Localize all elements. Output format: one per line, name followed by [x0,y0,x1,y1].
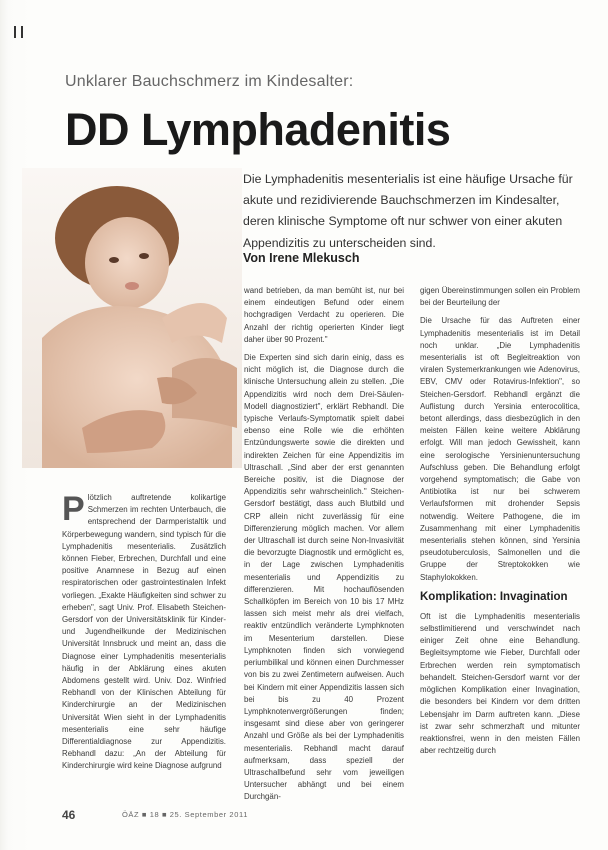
text-column-3 [420,285,580,763]
author-byline: Von Irene Mlekusch [243,251,360,265]
lead-text: Die Lymphadenitis mesenterialis ist eine häufige Ursache für akute und rezidivierende Bauchschmerzen im Kindesalter, deren klinische Symptome oft nur schwer von einer akuten Appendizitis zu unterscheiden sind. [243,172,573,250]
article-lead [243,169,573,254]
drop-cap: P [62,490,85,528]
paragraph: Die Experten sind sich darin einig, dass es nicht möglich ist, die Diagnose durch die klinische Untersuchung allein zu stellen. „Die Appendizitis wird noch dem Drei-Säulen-Modell diagnostiziert", erklärt Rebhandl. Die typische Verlaufs-Symptomatik spielt dabei ebenso eine Rolle wie die erhöhten Entzündungswerte sowie die direkten und indirekten Zeichen für eine Appendizitis im Ultraschall. „Sind aber der erst genannten Bereiche positiv, ist die Diagnose der Appendizitis sehr wahrscheinlich." Steichen-Gersdorf bestätigt, dass auch Blutbild und CRP allein nicht zuverlässig für eine Differenzierung möglich machen. Vor allem der Ultraschall ist durch seine Non-Invasivität die bevorzugte Diagnostik und ermöglicht es, in der Lage zwischen Lymphadenitis mesenterialis und Appendizitis zu differenzieren. Mit hochauflösenden Schallköpfen im Bereich von 10 bis 17 MHz lassen sich meist mehr als drei vielfach, reaktiv entzündlich veränderte Lymphknoten im Mesenterium darstellen. Diese Lymphknoten finden sich vorwiegend periumbilikal und können einen Durchmesser von bis zu zwei Zentimetern aufweisen. Auch bei Kindern mit einer Appendizitis lassen sich bei bis zu 40 Prozent Lymphknotenvergrößerungen finden; insgesamt sind diese aber von geringerer Anzahl und Größe als bei der Lymphadenitis mesenterialis. Rebhandl macht darauf aufmerksam, dass speziell der Ultraschallbefund sehr vom jeweiligen Untersucher abhängt und bei einem Durchgän- [244,353,404,802]
page-number: 46 [62,808,76,822]
paragraph [62,492,226,773]
paragraph: Die Ursache für das Auftreten einer Lymphadenitis mesenterialis ist im Detail noch unklar. „Die Lymphadenitis mesenterialis ist oft Begleitreaktion von viralen Systemerkrankungen wie Adenovirus, EBV, CMV oder Rotavirus-Infektion", so Steichen-Gersdorf. Rebhandl ergänzt die Auflistung durch Yersinia enterocolitica, betont allerdings, dass diesbezüglich in den meisten Fällen keine weitere Abklärung erfolgt. Will man jedoch Gewissheit, kann eine serologische Yersinienuntersuchung Aufschluss geben. Die Behandlung erfolgt vorgehend symptomatisch; die Gabe von Antibiotika ist nur bei schwerem Verlaufsformen mit drohender Sepsis notwendig. Weitere Pathogene, die im Zusammenhang mit einer Lymphadenitis mesenterialis stehen können, sind Yersinia pseudotuberculosis, Salmonellen und die Gruppe der Streptokokken wie Staphylokokken. [420,316,580,582]
binding-mark [14,26,23,38]
text-column-1 [62,492,226,779]
article-headline: DD Lymphadenitis [65,104,451,155]
text-column-2 [244,285,404,810]
paragraph: Oft ist die Lymphadenitis mesenterialis selbstlimitierend und verschwindet nach einiger Zeit ohne eine Behandlung. Begleitsymptome wie Fieber, Durchfall oder Erbrechen werden rein symptomatisch behandelt. Steichen-Gersdorf warnt vor der möglichen Komplikation einer Invagination, die besonders bei Kindern vor dem dritten Lebensjahr im Darm auftreten kann. „Diese ist zwar sehr schmerzhaft und mitunter reaktionsfrei, wenn in den meisten Fällen aber rechtzeitig durch [420,611,580,756]
paragraph: wand betrieben, da man bemüht ist, nur bei einem eindeutigen Befund oder einem hochgradigen Verdacht zu operieren. Die Anzahl der richtig operierten Kinder liegt daher über 90 Prozent." [244,286,404,344]
article-kicker: Unklarer Bauchschmerz im Kindesalter: [65,73,354,90]
article-photo [22,168,242,468]
paragraph: gigen Übereinstimmungen sollen ein Problem bei der Beurteilung der [420,286,580,308]
paragraph-text: lötzlich auftretende kolikartige Schmerzen im rechten Unterbauch, die entsprechend der Darmperistaltik und Körperbewegung wandern, sind typisch für die Lymphadenitis mesenterialis. Zusätzlich können Fieber, Erbrechen, Durchfall und eine positive Anamnese in Bezug auf einen respiratorischen oder gastrointestinalen Infekt vorliegen. „Exakte Häufigkeiten sind schwer zu erheben", sagt Univ. Prof. Elisabeth Steichen-Gersdorf von der Universitätsklinik für Kinder- und Jugendheilkunde der Medizinischen Universität Innsbruck und meint an, dass die Diagnose einer Lymphadenitis mesenterialis häufig in der Abklärung eines akuten Abdomens gestellt wird. Univ. Doz. Winfried Rebhandl von der Klinischen Abteilung für Kinderchirurgie an der Medizinischen Universität Wien sieht in der Lymphadenitis mesenterialis eine sehr häufige Differentialdiagnose zur Appendizitis. Rebhandl dazu: „An der Abteilung für Kinderchirurgie wird keine Diagnose aufgrund [62,493,226,771]
section-subhead: Komplikation: Invagination [420,590,568,603]
issue-footer: ÖÄZ ■ 18 ■ 25. September 2011 [122,810,248,819]
